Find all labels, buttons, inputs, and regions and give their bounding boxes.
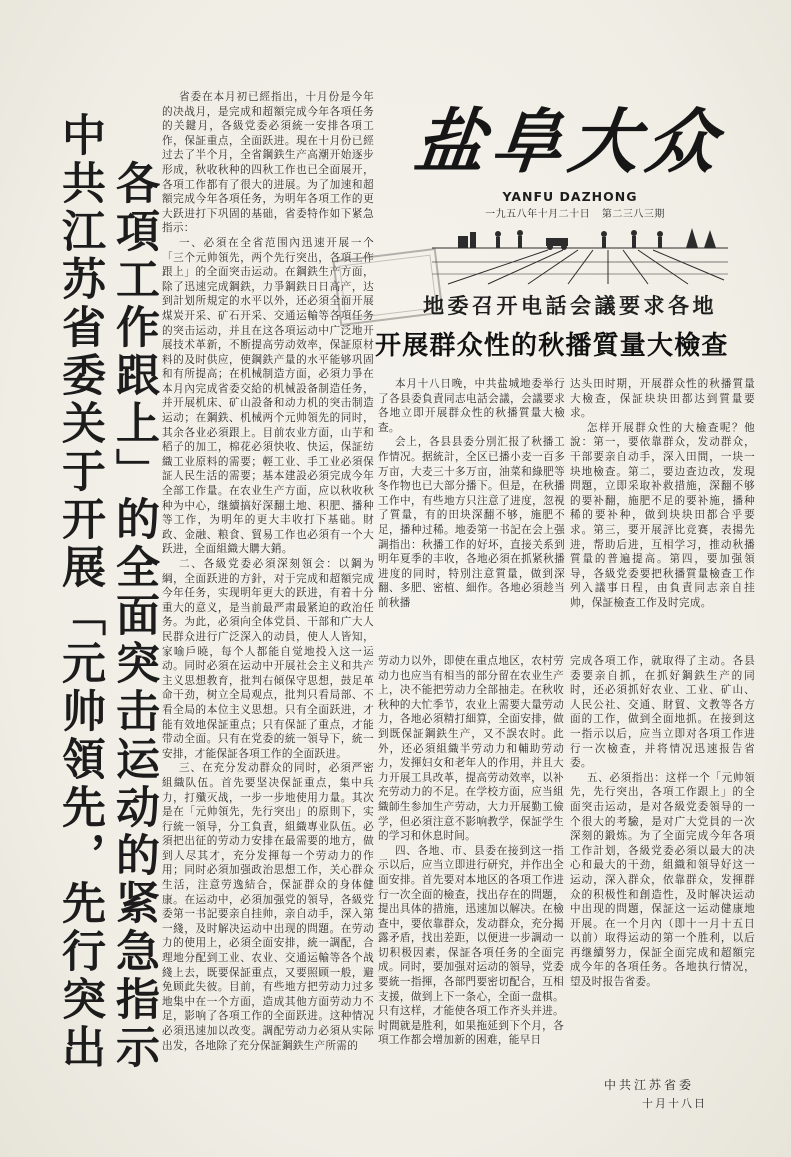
directive-paragraph: 完成各項工作，就取得了主动。各县委要亲自抓，在抓好鋼鉄生产的同时，还必須抓好农业、工业、矿山、人民公社、交通、財貿、文教等各方面的工作，做到全面地抓。在接到这一指示以后，应当立即对各項工作进行一次檢查，并将情况迅速报告省委。 <box>570 655 755 770</box>
directive-title-column-2: 各項工作跟上」的全面突击运动的紧急指示 <box>108 160 159 1072</box>
article-headline: 开展群众性的秋播質量大檢查 <box>375 331 729 361</box>
directive-paragraph: 三、在充分发动群众的同时，必須严密組織队伍。首先要坚决保証重点，集中兵力，打殲灭战，一步一步地使用力量。其次是在「元帅領先，先行突出」的原則下，实行統一領导，分工負責，組織專业队伍。必須把出征的劳动力安排在最需要的地方，做到人尽其才，充分发揮每一个劳动力的作用；同时必須加强政治思想工作，关心群众生活，注意劳逸結合，保証群众的身体健康。在运动中，必須加强党的領导，各級党委第一书記要亲自挂帅，亲自动手，深入第一綫，及时解决运动中出现的問題。在劳动力的使用上，必須全面安排，統一調配，合理地分配到工业、农业、交通运輸等各个战綫上去，既要保証重点，又要照顾一般，避免顾此失彼。目前，有些地方把劳动力过多地集中在一个方面，造成其他方面劳动力不足，影响了各項工作的全面跃进。这种情况必須迅速加以改变。調配劳动力必須从实际出发，各地除了充分保証鋼鉄生产所需的 <box>162 762 374 1052</box>
article-paragraph: 会上，各县县委分別汇报了秋播工作情况。据統計，全区已播小麦一百多万亩，大麦三十多万亩，油菜和綠肥等冬作物也已大部分播下。但是，在秋播工作中，有些地方只注意了进度，忽視了質量，有的田块深翻不够，施肥不足，播种过稀。地委第一书記在会上强調指出：秋播工作的好坏，直接关系到明年夏季的丰收，各地必須在抓紧秋播进度的同时，特別注意質量，做到深翻、多肥、密植、細作。各地必須趁当前秋播 <box>378 436 565 609</box>
article-kicker: 地委召开电話会議要求各地 <box>423 294 717 318</box>
issue-number: 第二三八三期 <box>601 209 665 220</box>
article-paragraph: 达头田时期，开展群众性的秋播質量大檢查，保証块块田都达到質量要求。 <box>570 378 755 420</box>
masthead-illustration <box>428 218 732 286</box>
masthead-title: 盐阜大众 <box>410 100 728 183</box>
directive-column-b <box>378 654 564 1132</box>
directive-paragraph: 劳动力以外，即使在重点地区，农村劳动力也应当有相当的部分留在农业生产上，决不能把劳动力全部抽走。在秋收秋种的大忙季节，农业上需要大量劳动力，各地必須精打細算，全面安排，做到既保証鋼鉄生产，又不誤农时。此外，还必須組織半劳动力和輔助劳动力，发揮妇女和老年人的作用，并且大力开展工具改革，提高劳动效率，以补充劳动力的不足。在学校方面，应当組織師生参加生产劳动，大力开展勤工儉学，但必須注意不影响教学，保証学生的学习和休息时间。 <box>378 655 564 843</box>
directive-paragraph: 五、必須指出：这样一个「元帅領先，先行突出，各項工作跟上」的全面突击运动，是对各級党委領导的一个很大的考驗，是对广大党員的一次深刻的鍛炼。为了全面完成今年各項工作計划，各級党委必須以最大的决心和最大的干劲，組織和領导好这一运动，深入群众，依靠群众，发揮群众的积极性和創造性，及时解决运动中出现的問題，保証这一运动健康地开展。在一个月內（即十一月十五日以前）取得运动的第一个胜利，以后再继續努力，保証全面完成和超額完成今年的各項任务。各地执行情况，望及时报告省委。 <box>570 771 755 989</box>
article-paragraph: 怎样开展群众性的大檢查呢？他說：第一，要依靠群众，发动群众，干部要亲自动手，深入田間，一块一块地檢查。第二，要边查边改，发現問題，立即采取补救措施，深翻不够的要补翻，施肥不足的要补施，播种稀的要补种，做到块块田都合乎要求。第三，要开展評比竞赛，表揚先进，帮助后进，互相学习，推动秋播質量的普遍提高。第四，要加强領导，各級党委要把秋播質量檢查工作列入議事日程，由負責同志亲自挂帅，保証檢查工作及时完成。 <box>570 421 755 609</box>
directive-column-a <box>162 90 374 1148</box>
directive-paragraph: 四、各地、市、县委在接到这一指示以后，应当立即进行研究，并作出全面安排。首先要对本地区的各項工作进行一次全面的檢查，找出存在的問題，提出具体的措施，迅速加以解决。在檢查中，要依靠群众，发动群众，充分揭露矛盾，找出差距，以便进一步調动一切积极因素，保証各項任务的全面完成。同时，要加强对运动的領导，党委要統一指揮，各部門要密切配合，互相支援，做到上下一条心，全面一盘棋。只有这样，才能使各項工作齐头并进。时間就是胜利，如果拖延到下个月，各項工作都会增加新的困难，能早日 <box>378 844 564 1047</box>
signature-date: 十月十八日 <box>642 1097 707 1110</box>
article-paragraph: 本月十八日晚，中共盐城地委举行了各县委負責同志电話会議，会議要求各地立即开展群众性的秋播質量大檢查。 <box>378 378 565 434</box>
directive-title-column-1: 中共江苏省委关于开展「元帅領先，先行突出 <box>54 112 105 1072</box>
directive-paragraph: 二、各級党委必須深刻領会：以鋼为綱，全面跃进的方針，对于完成和超額完成今年任务，实现明年更大的跃进，有着十分重大的意义，是当前最严肃最紧迫的政治任务。为此，必須向全体党員、干部和广大人民群众进行广泛深入的动員，使人人皆知，家喻戶曉，每个人都能自觉地投入这一运动。同时必須在运动中开展社会主义和共产主义思想教育，批判右傾保守思想，鼓足革命干劲，树立全局观点，批判只看局部、不看全局的本位主义思想。只有全面跃进，才能有效地保証重点；只有保証了重点，才能带动全面。只有在党委的統一領导下，統一安排，才能保証各項工作的全面跃进。 <box>162 558 374 760</box>
article-column-2 <box>570 377 755 649</box>
directive-paragraph: 省委在本月初已經指出，十月份是今年的决战月，是完成和超額完成今年各項任务的关鍵月，各級党委必須統一安排各項工作，保証重点，全面跃进。現在十月份已經过去了半个月，全省鋼鉄生产高潮开始逐步形成，秋收秋种的四秋工作也已全面展开，各項工作都有了很大的进展。为了加速和超額完成今年各項任务，为明年各項工作的更大跃进打下巩固的基础，省委特作如下紧急指示： <box>162 91 374 235</box>
directive-column-c <box>570 654 755 1074</box>
article-column-1 <box>378 377 565 649</box>
signature-organization: 中共江苏省委 <box>604 1078 695 1092</box>
directive-paragraph: 一、必須在全省范围內迅速开展一个「三个元帅領先，两个先行突出，各項工作跟上」的全面突击运动。在鋼鉄生产方面，除了迅速完成鋼鉄，力爭鋼鉄日日高产，达到計划所規定的水平以外，还必須全面开展煤炭开采、矿石开采、交通运輸等各項任务的突击运动，并且在这各項运动中广泛地开展技术革新，不断提高劳动效率，保証原材料的及时供应，使鋼鉄产量的水平能够巩固和有所提高；在机械制造方面，必須力爭在本月內完成省委交給的机械設备制造任务，并开展机床、矿山設备和动力机的突击制造运动；在鋼鉄、机械两个元帅領先的同时，其余各业必須跟上。目前农业方面，山芋和稻子的加工，棉花必須快收、快运，保証纺織工业原料的需要；輕工业、手工业必須保証人民生活的需要；基本建設必須完成今年全部工作量。在农业生产方面，应以秋收秋种为中心，继續搞好深翻土地、积肥、播种等工作，为明年的更大丰收打下基础。財政、金融、粮食、貿易工作也必須有一个大跃进，全面組織大購大銷。 <box>162 236 374 556</box>
masthead-romanization: YANFU DAZHONG <box>502 189 638 204</box>
issue-date: 一九五八年十月二十日 <box>485 209 591 220</box>
